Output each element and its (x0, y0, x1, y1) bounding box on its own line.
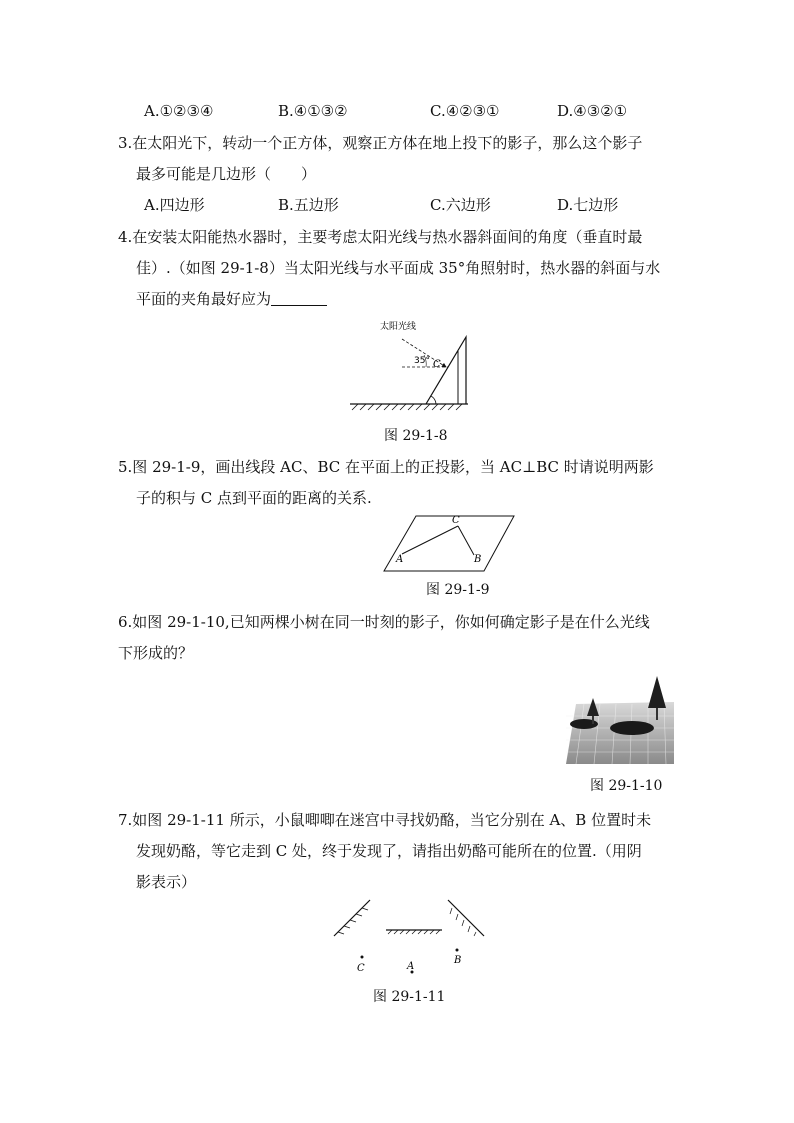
figure-29-1-9 (380, 510, 520, 574)
q3-text-line1: 3.在太阳光下，转动一个正方体，观察正方体在地上投下的影子，那么这个影子 (118, 134, 643, 152)
q5-text-line1: 5.图 29-1-9，画出线段 AC、BC 在平面上的正投影，当 AC⊥BC 时请说明两影 (118, 458, 654, 476)
angle-label: 35° (414, 356, 430, 366)
q3-option-c: C.六边形 (430, 196, 491, 214)
q2-option-d: D.④③②① (557, 102, 628, 120)
maze-wall-right (448, 900, 484, 936)
point-c-dot (361, 956, 364, 959)
point-b-label: B (474, 554, 482, 565)
q3-option-b: B.五边形 (278, 196, 339, 214)
sun-ray-label: 太阳光线 (380, 322, 417, 332)
ground-hatch (352, 404, 462, 410)
point-a-label: A (407, 961, 415, 972)
q3-option-d: D.七边形 (557, 196, 619, 214)
figure-29-1-10-photo (566, 676, 674, 764)
q7-text-line1: 7.如图 29-1-11 所示，小鼠唧唧在迷宫中寻找奶酪，当它分别在 A、B 位置时未 (118, 811, 652, 829)
q4-answer-blank[interactable] (271, 291, 327, 306)
heater-outline (426, 337, 466, 404)
q4-text-line3 (136, 289, 327, 309)
q6-text-line1: 6.如图 29-1-10,已知两棵小树在同一时刻的影子，你如何确定影子是在什么光线 (118, 613, 650, 631)
figure-29-1-8 (340, 315, 480, 415)
q4-text-line3-label: 平面的夹角最好应为 (136, 290, 272, 308)
segment-ac (402, 526, 458, 554)
base-angle-arc (431, 396, 436, 404)
q5-text-line2: 子的积与 C 点到平面的距离的关系. (136, 489, 372, 507)
big-tree-shadow (610, 721, 654, 735)
q2-option-a: A.①②③④ (144, 102, 214, 120)
segment-bc (458, 526, 474, 555)
q5-figure-caption: 图 29-1-9 (426, 582, 490, 598)
q4-text-line1: 4.在安装太阳能热水器时，主要考虑太阳光线与热水器斜面间的角度（垂直时最 (118, 228, 643, 246)
q2-option-b: B.④①③② (278, 102, 348, 120)
plane-parallelogram (384, 516, 514, 571)
q4-text-line2: 佳）.（如图 29-1-8）当太阳光线与水平面成 35°角照射时，热水器的斜面与水 (136, 259, 661, 277)
q7-text-line2: 发现奶酪，等它走到 C 处，终于发现了，请指出奶酪可能所在的位置.（用阴 (136, 842, 642, 860)
q7-text-line3: 影表示） (136, 873, 197, 891)
q4-figure-caption: 图 29-1-8 (384, 428, 448, 444)
q3-option-a: A.四边形 (144, 196, 205, 214)
point-c-label: C (357, 963, 365, 974)
point-a-label: A (396, 554, 404, 565)
point-b-label: B (454, 955, 462, 966)
q6-text-line2: 下形成的？ (118, 644, 194, 662)
q6-figure-caption: 图 29-1-10 (590, 778, 663, 794)
point-c-label: C (433, 359, 441, 370)
q2-option-c: C.④②③① (430, 102, 500, 120)
point-b-dot (456, 949, 459, 952)
q7-figure-caption: 图 29-1-11 (373, 989, 446, 1005)
maze-wall-left (334, 900, 370, 936)
q3-text-line2: 最多可能是几边形（ ） (136, 165, 317, 183)
figure-29-1-11 (330, 896, 490, 976)
point-c-label: C (452, 515, 460, 526)
